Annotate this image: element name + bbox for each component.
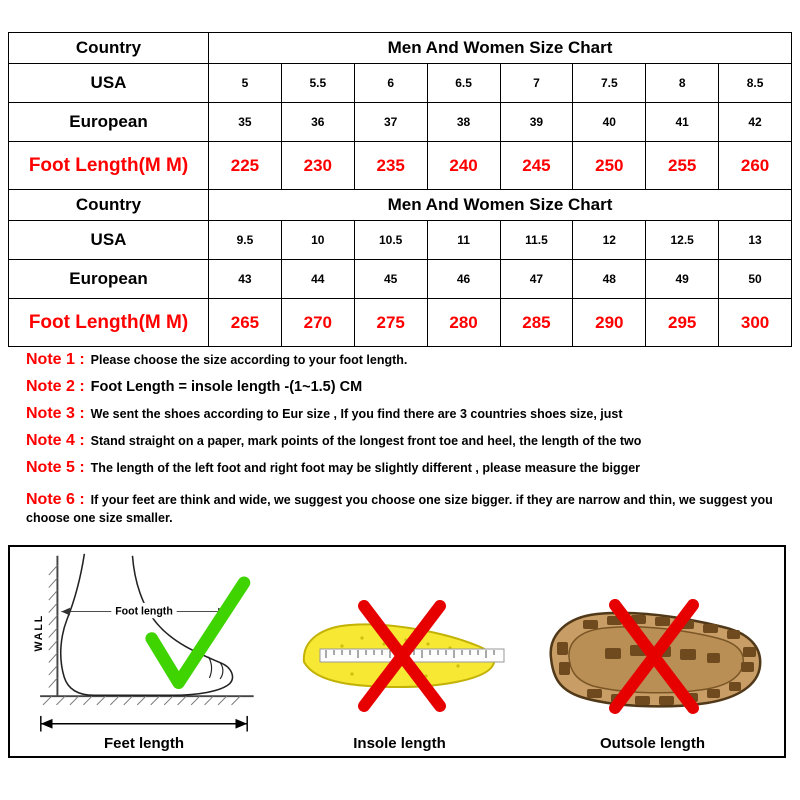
table-row [9,103,792,142]
size-cell: 7.5 [573,64,646,103]
insole-illustration [292,594,507,719]
size-cell: 13 [719,221,792,260]
size-cell: 7 [500,64,573,103]
size-cell: 39 [500,103,573,142]
foot-length-cell: 270 [281,299,354,347]
foot-length-cell: 225 [209,142,282,190]
size-cell: 8.5 [719,64,792,103]
note-text: We sent the shoes according to Eur size , If you find there are 3 countries shoes size, just [90,407,623,421]
note-2 [26,378,786,396]
note-text: Please choose the size according to your foot length. [90,353,408,367]
note-5 [26,459,786,477]
foot-length-cell: 230 [281,142,354,190]
note-text: Stand straight on a paper, mark points of the longest front toe and heel, the length of the two [90,434,642,448]
size-cell: 48 [573,260,646,299]
table-row [9,142,792,190]
foot-length-cell: 245 [500,142,573,190]
foot-length-cell: 250 [573,142,646,190]
note-label: Note 1 : [26,351,85,368]
size-cell: 6.5 [427,64,500,103]
note-1 [26,351,786,369]
note-label: Note 3 : [26,405,85,422]
foot-length-cell: 275 [354,299,427,347]
foot-length-cell: 300 [719,299,792,347]
ground-hatch-icon [43,696,240,705]
foot-outline-icon [61,554,233,695]
size-cell: 46 [427,260,500,299]
size-cell: 37 [354,103,427,142]
note-text: The length of the left foot and right foot may be slightly different , please measure the bigger [90,461,641,475]
size-chart-table [8,32,792,347]
size-cell: 12.5 [646,221,719,260]
foot-length-cell: 265 [209,299,282,347]
table-title: Men And Women Size Chart [209,190,792,221]
size-cell: 8 [646,64,719,103]
size-cell: 42 [719,103,792,142]
foot-length-cell: 260 [719,142,792,190]
note-4 [26,432,786,450]
size-cell: 11.5 [500,221,573,260]
size-cell: 5 [209,64,282,103]
foot-length-cell: 235 [354,142,427,190]
foot-length-label: Foot length [115,605,173,618]
size-cell: 10 [281,221,354,260]
foot-length-cell: 240 [427,142,500,190]
notes-section [26,351,786,536]
row-header-country: Country [9,33,209,64]
note-label: Note 4 : [26,432,85,449]
wall-hatch-icon [49,565,58,687]
table-row [9,190,792,221]
note-text: If your feet are think and wide, we suggest you choose one size bigger. if they are narrow and thin, we suggest you choose one size smaller. [26,493,773,525]
table-row [9,33,792,64]
size-cell: 36 [281,103,354,142]
table-row [9,221,792,260]
table-row [9,64,792,103]
outsole-length-caption: Outsole length [600,735,705,752]
row-label-european: European [9,103,209,142]
foot-length-cell: 280 [427,299,500,347]
row-label-european: European [9,260,209,299]
note-3 [26,405,786,423]
row-header-country: Country [9,190,209,221]
size-cell: 43 [209,260,282,299]
size-cell: 12 [573,221,646,260]
row-label-usa: USA [9,221,209,260]
size-cell: 50 [719,260,792,299]
foot-length-cell: 255 [646,142,719,190]
note-label: Note 6 : [26,491,85,508]
note-text: Foot Length = insole length -(1~1.5) CM [90,379,363,395]
size-cell: 10.5 [354,221,427,260]
foot-length-cell: 285 [500,299,573,347]
wall-label: WALL [33,613,46,652]
size-cell: 11 [427,221,500,260]
feet-length-caption: Feet length [103,735,184,752]
outsole-illustration [535,590,770,725]
foot-length-cell: 290 [573,299,646,347]
outsole-length-figure [535,550,770,756]
note-label: Note 2 : [26,378,85,395]
size-cell: 49 [646,260,719,299]
table-row [9,299,792,347]
foot-measure-illustration [24,550,264,714]
note-label: Note 5 : [26,459,85,476]
size-cell: 44 [281,260,354,299]
note-6 [26,491,786,527]
measure-arrow-icon [24,714,264,733]
row-label-usa: USA [9,64,209,103]
measuring-guide-box [8,545,786,758]
size-cell: 47 [500,260,573,299]
insole-length-caption: Insole length [353,735,446,752]
size-cell: 40 [573,103,646,142]
size-cell: 45 [354,260,427,299]
size-cell: 38 [427,103,500,142]
foot-length-cell: 295 [646,299,719,347]
size-cell: 5.5 [281,64,354,103]
size-cell: 9.5 [209,221,282,260]
size-cell: 35 [209,103,282,142]
table-row [9,260,792,299]
size-cell: 6 [354,64,427,103]
row-label-foot-length: Foot Length(M M) [9,299,209,347]
size-cell: 41 [646,103,719,142]
feet-length-figure [24,550,264,756]
insole-length-figure [292,550,507,756]
table-title: Men And Women Size Chart [209,33,792,64]
row-label-foot-length: Foot Length(M M) [9,142,209,190]
